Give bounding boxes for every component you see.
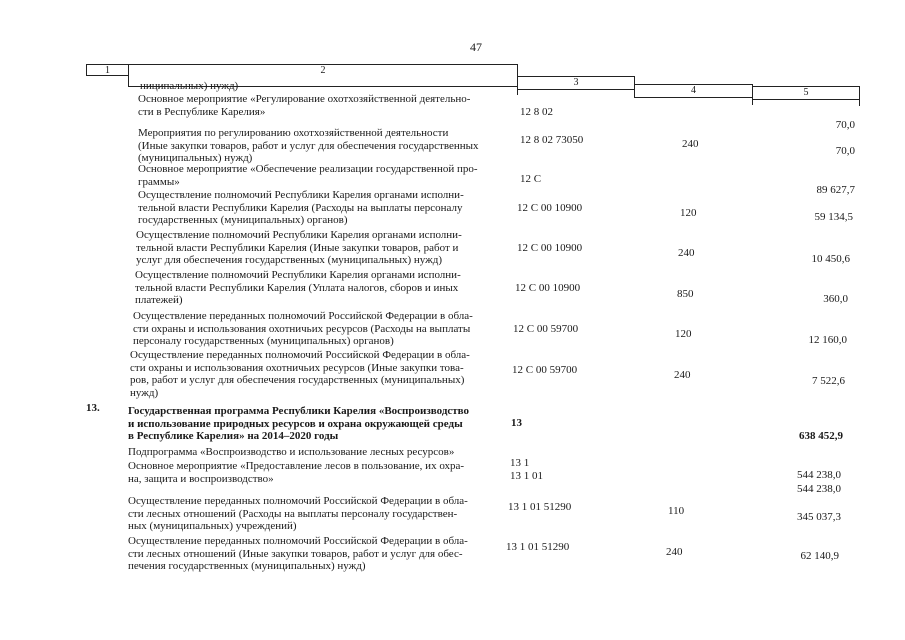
row-11-code: 13 1 01 <box>510 470 543 482</box>
page-number: 47 <box>470 40 482 54</box>
column-header-4: 4 <box>634 84 753 98</box>
row-13-type: 240 <box>666 546 683 558</box>
row-3-text: Основное мероприятие «Обеспечение реализации государственной про- граммы» <box>138 163 478 188</box>
row-7-amount: 12 160,0 <box>808 334 847 346</box>
column-divider <box>752 95 753 105</box>
row-9-text: Государственная программа Республики Карелия «Воспроизводство и использование природных ресурсов и охрана окружающей среды в Республике Карелия» на 2014–2020 годы <box>128 405 470 443</box>
column-divider <box>634 90 635 98</box>
row-10-text: Подпрограмма «Воспроизводство и использование лесных ресурсов» <box>128 446 455 458</box>
row-4-type: 120 <box>680 207 697 219</box>
column-header-3: 3 <box>517 76 635 90</box>
row-10-code: 13 1 <box>510 457 530 469</box>
column-divider <box>517 87 518 95</box>
row-0-text: ниципальных) нужд) <box>140 80 239 92</box>
column-header-1: 1 <box>86 64 129 76</box>
row-8-code: 12 С 00 59700 <box>512 364 578 376</box>
row-1-amount: 70,0 <box>835 119 855 131</box>
row-6-type: 850 <box>677 288 694 300</box>
row-7-text: Осуществление переданных полномочий Российской Федерации в обла- сти охраны и использования охотничьих ресурсов (Расходы на выплаты персоналу государственных (муниципальных) органов) <box>133 310 473 348</box>
row-4-amount: 59 134,5 <box>814 211 853 223</box>
row-2-amount: 70,0 <box>835 145 855 157</box>
row-2-type: 240 <box>682 138 699 150</box>
row-2-code: 12 8 02 73050 <box>520 134 584 146</box>
row-5-text: Осуществление полномочий Республики Карелия органами исполни- тельной власти Республики Карелия (Иные закупки товаров, работ и услуг для обеспечения государственных (муниципальных) нужд) <box>136 229 462 267</box>
row-11-text: Основное мероприятие «Предоставление лесов в пользование, их охра- на, защита и воспроизводство» <box>128 460 465 485</box>
row-3-amount: 89 627,7 <box>816 184 855 196</box>
row-1-text: Основное мероприятие «Регулирование охотхозяйственной деятельно- сти в Республике Карелия» <box>138 93 471 118</box>
row-1-code: 12 8 02 <box>520 106 553 118</box>
row-6-text: Осуществление полномочий Республики Карелия органами исполни- тельной власти Республики Карелия (Уплата налогов, сборов и иных платежей) <box>135 269 461 307</box>
row-13-code: 13 1 01 51290 <box>506 541 570 553</box>
row-6-amount: 360,0 <box>823 293 848 305</box>
row-11-amount: 544 238,0 <box>797 469 841 481</box>
row-2-text: Мероприятия по регулированию охотхозяйственной деятельности (Иные закупки товаров, работ и услуг для обеспечения государственных (муниципальных) нужд) <box>138 127 479 165</box>
row-13-text: Осуществление переданных полномочий Российской Федерации в обла- сти лесных отношений (Иные закупки товаров, работ и услуг для обес- печения государственных (муниципальных) нужд) <box>128 535 468 573</box>
row-6-code: 12 С 00 10900 <box>515 282 581 294</box>
row-8-text: Осуществление переданных полномочий Российской Федерации в обла- сти охраны и использования охотничьих ресурсов (Иные закупки това- ров, работ и услуг для обеспечения государственных (муниципальных) нужд) <box>130 349 470 399</box>
row-11-amount-2: 544 238,0 <box>797 483 841 495</box>
row-3-code: 12 С <box>520 173 542 185</box>
row-13-amount: 62 140,9 <box>800 550 839 562</box>
row-4-text: Осуществление полномочий Республики Карелия органами исполни- тельной власти Республики Карелия (Расходы на выплаты персоналу государственных (муниципальных) органов) <box>138 189 464 227</box>
row-12-code: 13 1 01 51290 <box>508 501 572 513</box>
row-7-code: 12 С 00 59700 <box>513 323 579 335</box>
row-5-code: 12 С 00 10900 <box>517 242 583 254</box>
column-divider <box>859 96 860 106</box>
row-8-type: 240 <box>674 369 691 381</box>
row-9-number: 13. <box>86 402 100 414</box>
row-9-code: 13 <box>511 417 522 429</box>
row-9-amount: 638 452,9 <box>799 430 843 442</box>
row-7-type: 120 <box>675 328 692 340</box>
row-12-type: 110 <box>668 505 685 517</box>
column-header-2: 2 <box>128 64 518 87</box>
row-5-type: 240 <box>678 247 695 259</box>
row-5-amount: 10 450,6 <box>811 253 850 265</box>
row-8-amount: 7 522,6 <box>812 375 845 387</box>
column-header-5: 5 <box>752 86 860 100</box>
row-12-text: Осуществление переданных полномочий Российской Федерации в обла- сти лесных отношений (Расходы на выплаты персоналу государствен- ных (муниципальных) учреждений) <box>128 495 468 533</box>
row-4-code: 12 С 00 10900 <box>517 202 583 214</box>
row-12-amount: 345 037,3 <box>797 511 841 523</box>
